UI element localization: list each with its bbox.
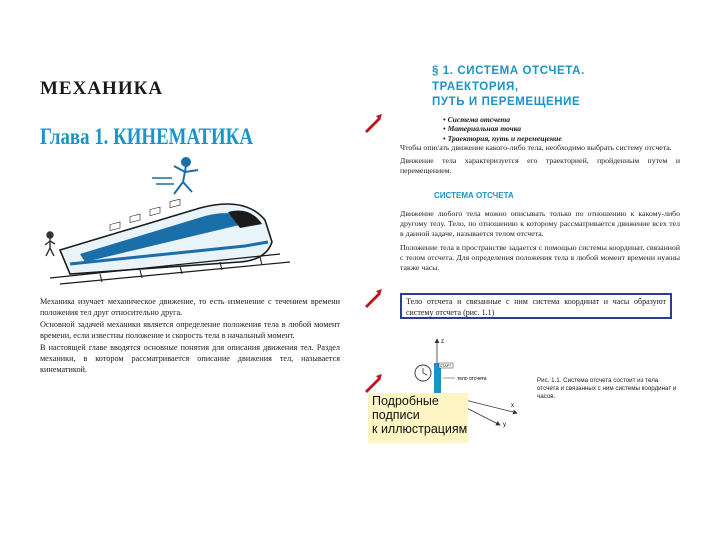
paragraph: Движение тела характеризуется его траекторией, пройденным путем и перемещением. bbox=[400, 156, 680, 176]
person-figure bbox=[45, 232, 55, 256]
train-figure bbox=[50, 199, 290, 284]
runner-figure bbox=[174, 158, 198, 194]
figure-caption: Рис. 1.1. Система отсчета состоит из тела отсчета и связанных с ним системы координат и часов. bbox=[537, 377, 677, 401]
note-line: к иллюстрациям bbox=[372, 422, 468, 436]
note-line: подписи bbox=[372, 408, 420, 422]
paragraph: В настоящей главе вводятся основные понятия для описания движения тел. Раздел механики, в котором рассматривается описание движения тел, называется кинематикой. bbox=[40, 343, 340, 374]
right-body-text-2 bbox=[400, 209, 680, 276]
section-title-line: § 1. СИСТЕМА ОТСЧЕТА. bbox=[432, 65, 585, 77]
right-body-text bbox=[400, 143, 680, 180]
clock-icon bbox=[415, 365, 431, 381]
subheading: СИСТЕМА ОТСЧЕТА bbox=[434, 191, 514, 200]
chapter-title: Глава 1. КИНЕМАТИКА bbox=[40, 124, 253, 149]
paragraph: Движение любого тела можно описывать только по отношению к какому-либо другому телу. Тело, по отношению к которому рассматривается движение всех тел в данной задаче, называется телом отсчета. bbox=[400, 209, 680, 239]
note-text bbox=[372, 394, 467, 436]
red-pointer-icon bbox=[362, 372, 384, 394]
paragraph: Чтобы описать движение какого-либо тела, необходимо выбрать систему отсчета. bbox=[400, 143, 672, 152]
reference-body-label: тело отсчета bbox=[457, 376, 487, 382]
definition-box: Тело отсчета и связанные с ним система координат и часы образуют систему отсчета (рис. 1.1) bbox=[400, 293, 672, 319]
section-title-line: ПУТЬ И ПЕРЕМЕЩЕНИЕ bbox=[432, 96, 581, 108]
left-body-text bbox=[40, 297, 340, 377]
section-title bbox=[432, 64, 585, 111]
paragraph: Механика изучает механическое движение, то есть изменение с течением времени положения тел друг относительно друга. bbox=[40, 297, 340, 317]
red-pointer-icon bbox=[362, 112, 384, 134]
topic-list bbox=[443, 115, 562, 143]
list-item: • Материальная точка bbox=[443, 124, 562, 133]
list-item: • Траектория, путь и перемещение bbox=[443, 134, 562, 143]
train-illustration bbox=[40, 150, 340, 290]
book-title: МЕХАНИКА bbox=[40, 78, 164, 99]
axis-y-label: y bbox=[503, 422, 506, 428]
axis-x-label: x bbox=[511, 403, 514, 409]
paragraph: Основной задачей механики является определение положения тела в любой момент времени, если известны положение и скорость тела в начальный момент. bbox=[40, 320, 340, 340]
axis-z-label: z bbox=[441, 339, 444, 345]
section-title-line: ТРАЕКТОРИЯ, bbox=[432, 80, 519, 93]
red-pointer-icon bbox=[362, 287, 384, 309]
list-item: • Система отсчета bbox=[443, 115, 562, 124]
start-sign-label: СТАРТ bbox=[440, 364, 452, 368]
note-line: Подробные bbox=[372, 394, 439, 408]
paragraph: Положение тела в пространстве задается с помощью системы координат, связанной с телом отсчета. Для определения положения тела в любой момент времени нужны также часы. bbox=[400, 242, 680, 273]
